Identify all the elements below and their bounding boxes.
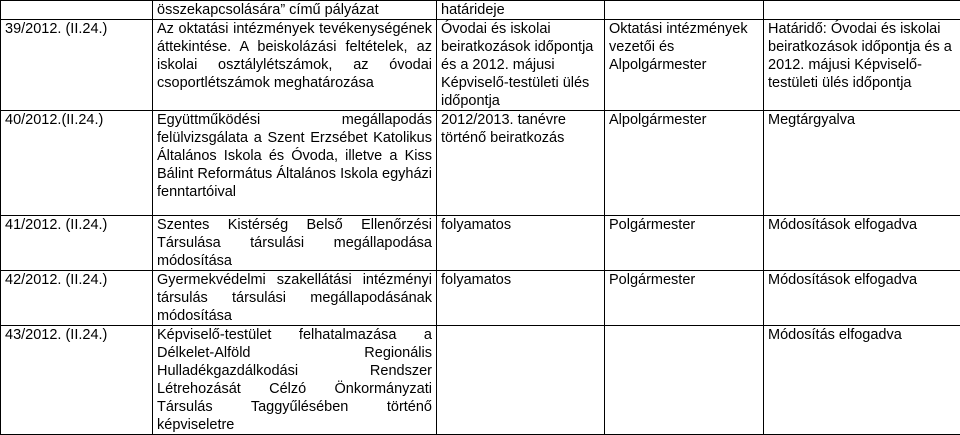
cell-id: 42/2012. (II.24.) [1,271,153,326]
table-row [1,111,960,216]
cell-responsible [605,326,764,435]
cell-responsible: Oktatási intézmények vezetői és Alpolgármester [605,20,764,111]
cell-note: Módosítások elfogadva [764,271,960,326]
cell-note [764,1,960,20]
table-row [1,326,960,435]
cell-note: Határidő: Óvodai és iskolai beiratkozások időpontja és a 2012. májusi Képviselő-testületi ülés időpontja [764,20,960,111]
cell-id: 41/2012. (II.24.) [1,216,153,271]
cell-deadline: 2012/2013. tanévre történő beiratkozás [437,111,605,216]
cell-deadline: folyamatos [437,216,605,271]
cell-note: Megtárgyalva [764,111,960,216]
cell-subject: Képviselő-testület felhatalmazása a Délkelet-Alföld Regionális Hulladékgazdálkodási Rendszer Létrehozását Célzó Önkormányzati Társulás Taggyűlésében történő képviseletre [153,326,437,435]
cell-note: Módosítások elfogadva [764,216,960,271]
table-row [1,216,960,271]
cell-responsible: Polgármester [605,216,764,271]
table-row [1,271,960,326]
cell-deadline: határideje [437,1,605,20]
cell-id: 40/2012.(II.24.) [1,111,153,216]
cell-deadline [437,326,605,435]
table-row [1,20,960,111]
cell-note: Módosítás elfogadva [764,326,960,435]
cell-responsible: Polgármester [605,271,764,326]
cell-subject: összekapcsolására” című pályázat [153,1,437,20]
table-row-continuation [1,1,960,20]
cell-subject: Az oktatási intézmények tevékenységének áttekintése. A beiskolázási feltételek, az iskolai osztálylétszámok, az óvodai csoportlétszámok meghatározása [153,20,437,111]
cell-responsible [605,1,764,20]
cell-id [1,1,153,20]
cell-id: 43/2012. (II.24.) [1,326,153,435]
cell-subject: Szentes Kistérség Belső Ellenőrzési Társulása társulási megállapodása módosítása [153,216,437,271]
cell-deadline: Óvodai és iskolai beiratkozások időpontja és a 2012. májusi Képviselő-testületi ülés időpontja [437,20,605,111]
cell-id: 39/2012. (II.24.) [1,20,153,111]
cell-deadline: folyamatos [437,271,605,326]
cell-responsible: Alpolgármester [605,111,764,216]
cell-subject: Gyermekvédelmi szakellátási intézményi társulás társulási megállapodásának módosítása [153,271,437,326]
cell-subject: Együttműködési megállapodás felülvizsgálata a Szent Erzsébet Katolikus Általános Iskola és Óvoda, illetve a Kiss Bálint Református Általános Iskola egyházi fenntartóival [153,111,437,216]
